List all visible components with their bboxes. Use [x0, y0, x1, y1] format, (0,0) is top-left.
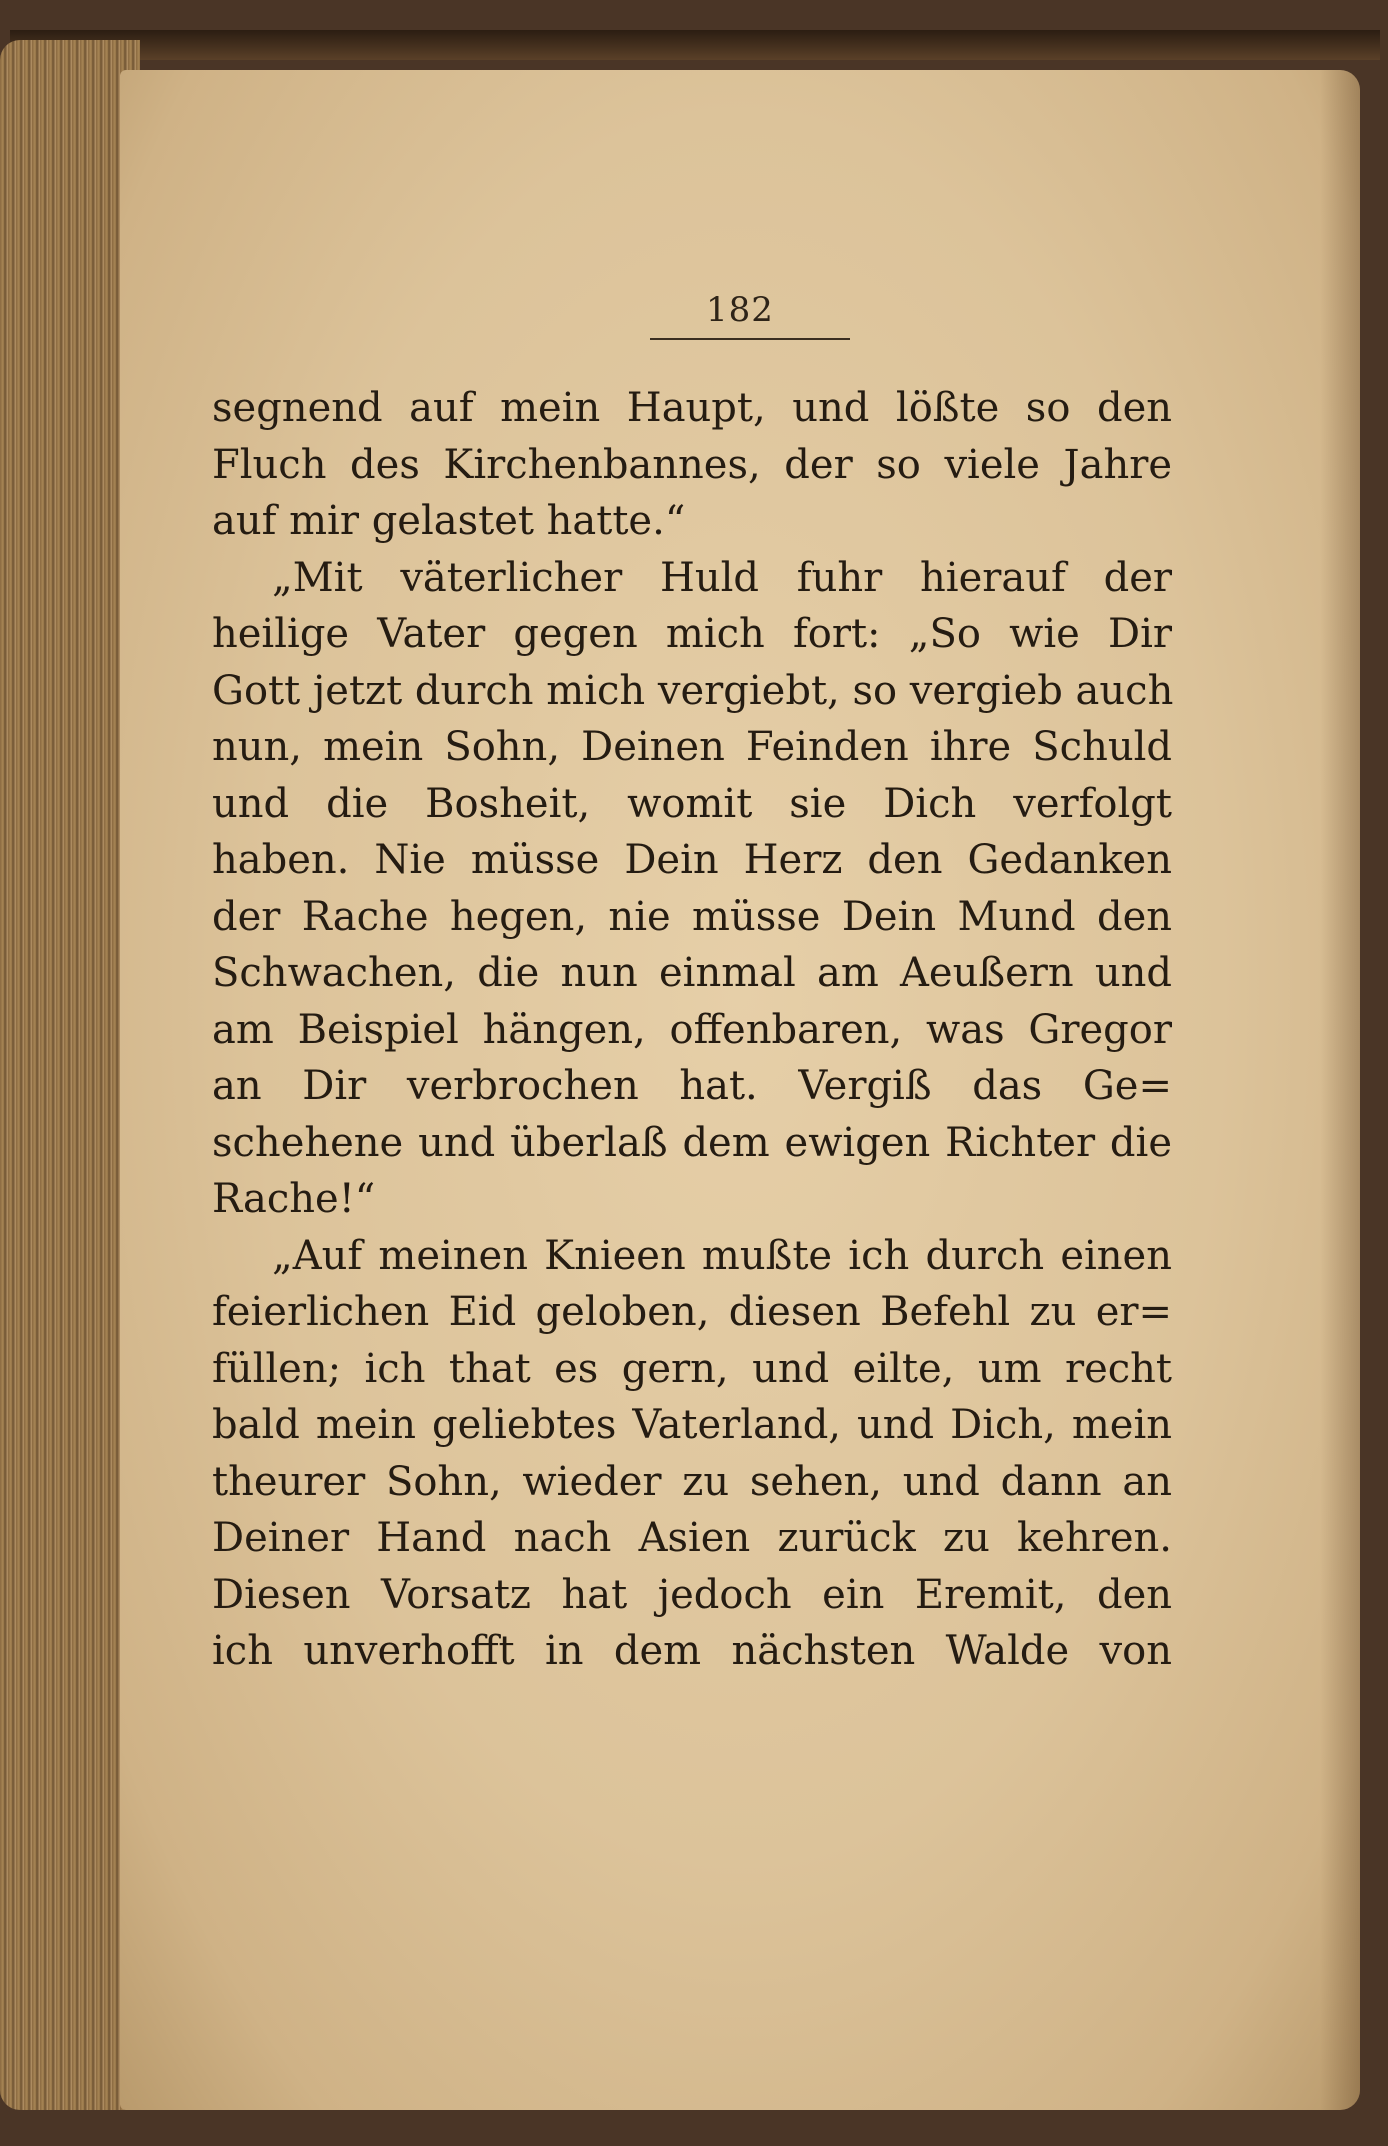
text-line: an Dir verbrochen hat. Vergiß das Ge=	[212, 1063, 1172, 1109]
text-line: haben. Nie müsse Dein Herz den Gedanken	[212, 837, 1172, 883]
text-line: der Rache hegen, nie müsse Dein Mund den	[212, 893, 1172, 940]
header-rule	[650, 338, 850, 340]
text-line: Gott jetzt durch mich vergiebt, so vergieb auch	[212, 667, 1174, 714]
text-line: füllen; ich that es gern, und eilte, um recht	[212, 1345, 1172, 1392]
text-line: „Auf meinen Knieen mußte ich durch einen	[272, 1232, 1172, 1279]
text-line: Schwachen, die nun einmal am Aeußern und	[212, 950, 1172, 996]
text-line: „Mit väterlicher Huld fuhr hierauf der	[272, 554, 1172, 601]
text-line: und die Bosheit, womit sie Dich verfolgt	[212, 780, 1172, 827]
text-line: theurer Sohn, wieder zu sehen, und dann an	[212, 1458, 1172, 1505]
text-line: Fluch des Kirchenbannes, der so viele Jahre	[212, 441, 1172, 488]
text-line: am Beispiel hängen, offenbaren, was Gregor	[212, 1006, 1172, 1053]
text-line: Rache!“	[212, 1176, 376, 1222]
text-line: ich unverhofft in dem nächsten Walde von	[212, 1628, 1172, 1674]
text-line: heilige Vater gegen mich fort: „So wie Dir	[212, 611, 1172, 657]
text-line: feierlichen Eid geloben, diesen Befehl zu er=	[212, 1289, 1172, 1335]
page-gutter-shadow	[1320, 70, 1360, 2110]
text-line: bald mein geliebtes Vaterland, und Dich, mein	[212, 1402, 1172, 1448]
text-line: schehene und überlaß dem ewigen Richter die	[212, 1119, 1172, 1166]
body-text	[212, 380, 1172, 1680]
text-line: nun, mein Sohn, Deinen Feinden ihre Schuld	[212, 724, 1172, 770]
page-number: 182	[706, 290, 774, 330]
text-line: auf mir gelastet hatte.“	[212, 498, 686, 544]
text-line: Diesen Vorsatz hat jedoch ein Eremit, den	[212, 1571, 1172, 1618]
text-line: Deiner Hand nach Asien zurück zu kehren.	[212, 1515, 1172, 1561]
page-stack-edge	[0, 40, 140, 2110]
text-line: segnend auf mein Haupt, und lößte so den	[212, 385, 1172, 431]
book-top-edge	[10, 30, 1380, 60]
